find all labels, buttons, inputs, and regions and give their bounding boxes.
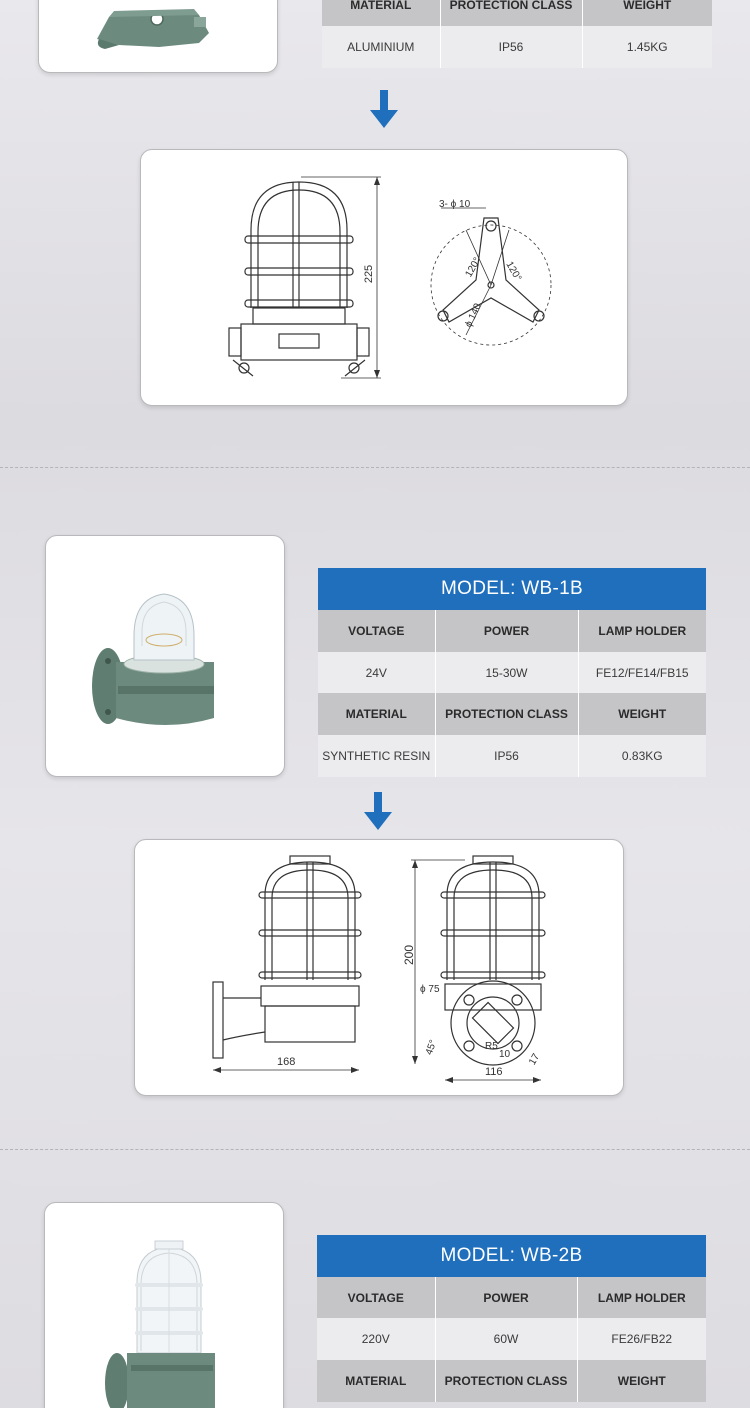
spec-value-voltage: 220V — [317, 1318, 435, 1360]
drawing2-height-label: 200 — [402, 944, 417, 966]
section-divider — [0, 1149, 750, 1150]
spec-header-weight: WEIGHT — [582, 0, 712, 26]
spec-header-protection: PROTECTION CLASS — [435, 693, 578, 735]
product3-photo-card — [44, 1202, 284, 1408]
spec-header-weight: WEIGHT — [578, 693, 706, 735]
product2-photo-card — [45, 535, 285, 777]
spec-value-weight: 1.45KG — [582, 26, 712, 68]
drawing1-height-label: 225 — [363, 264, 376, 284]
product2-model-title: MODEL: WB-1B — [318, 568, 706, 610]
spec-value-protection: IP56 — [435, 735, 578, 777]
drawing2-slot-label: 10 — [499, 1049, 511, 1060]
spec-value-power: 60W — [435, 1318, 577, 1360]
spec-value-material: SYNTHETIC RESIN — [318, 735, 435, 777]
spec-value-lamp-holder: FE12/FE14/FB15 — [578, 652, 706, 693]
product2-technical-drawing — [135, 840, 624, 1096]
product3-model-title: MODEL: WB-2B — [317, 1235, 706, 1277]
drawing1-pcd-label: ϕ 140 — [463, 301, 484, 330]
drawing2-depth-label: 168 — [277, 1056, 296, 1068]
drawing2-width-label: 116 — [485, 1066, 503, 1078]
spec-header-power: POWER — [435, 1277, 577, 1318]
lamp-photo-icon — [45, 1203, 284, 1408]
drawing2-radius-label: R5 — [485, 1041, 498, 1052]
spec-header-lamp-holder: LAMP HOLDER — [578, 610, 706, 652]
spec-header-voltage: VOLTAGE — [317, 1277, 435, 1318]
lamp-photo-icon — [46, 536, 285, 777]
spec-header-weight: WEIGHT — [577, 1360, 706, 1402]
spec-header-power: POWER — [435, 610, 578, 652]
spec-header-material: MATERIAL — [318, 693, 435, 735]
product2-drawing-card — [134, 839, 624, 1096]
drawing2-gap-label: 17 — [527, 1051, 543, 1068]
arrow-down-icon — [364, 792, 392, 832]
spec-header-voltage: VOLTAGE — [318, 610, 435, 652]
spec-value-material: ALUMINIUM — [322, 26, 440, 68]
product1-technical-drawing — [141, 150, 628, 406]
spec-header-lamp-holder: LAMP HOLDER — [577, 1277, 706, 1318]
lamp-photo-icon — [39, 0, 278, 73]
product2-spec-table — [318, 568, 706, 777]
spec-header-protection: PROTECTION CLASS — [435, 1360, 577, 1402]
drawing2-bore-label: ϕ 75 — [420, 984, 440, 995]
drawing1-hole-label: 3- ϕ 10 — [439, 199, 471, 210]
spec-header-protection: PROTECTION CLASS — [440, 0, 582, 26]
drawing1-angle-b-label: 120° — [503, 259, 524, 284]
product1-drawing-card — [140, 149, 628, 406]
product3-spec-table — [317, 1235, 706, 1402]
arrow-down-icon — [370, 90, 398, 130]
spec-value-protection: IP56 — [440, 26, 582, 68]
spec-header-material: MATERIAL — [322, 0, 440, 26]
spec-header-material: MATERIAL — [317, 1360, 435, 1402]
spec-value-voltage: 24V — [318, 652, 435, 693]
drawing1-angle-a-label: 120° — [463, 255, 484, 280]
section-divider — [0, 467, 750, 468]
spec-value-power: 15-30W — [435, 652, 578, 693]
product1-spec-table — [322, 0, 712, 68]
spec-value-weight: 0.83KG — [578, 735, 706, 777]
drawing2-angle-label: 45° — [423, 1038, 440, 1057]
spec-value-lamp-holder: FE26/FB22 — [577, 1318, 706, 1360]
product1-photo-card — [38, 0, 278, 73]
